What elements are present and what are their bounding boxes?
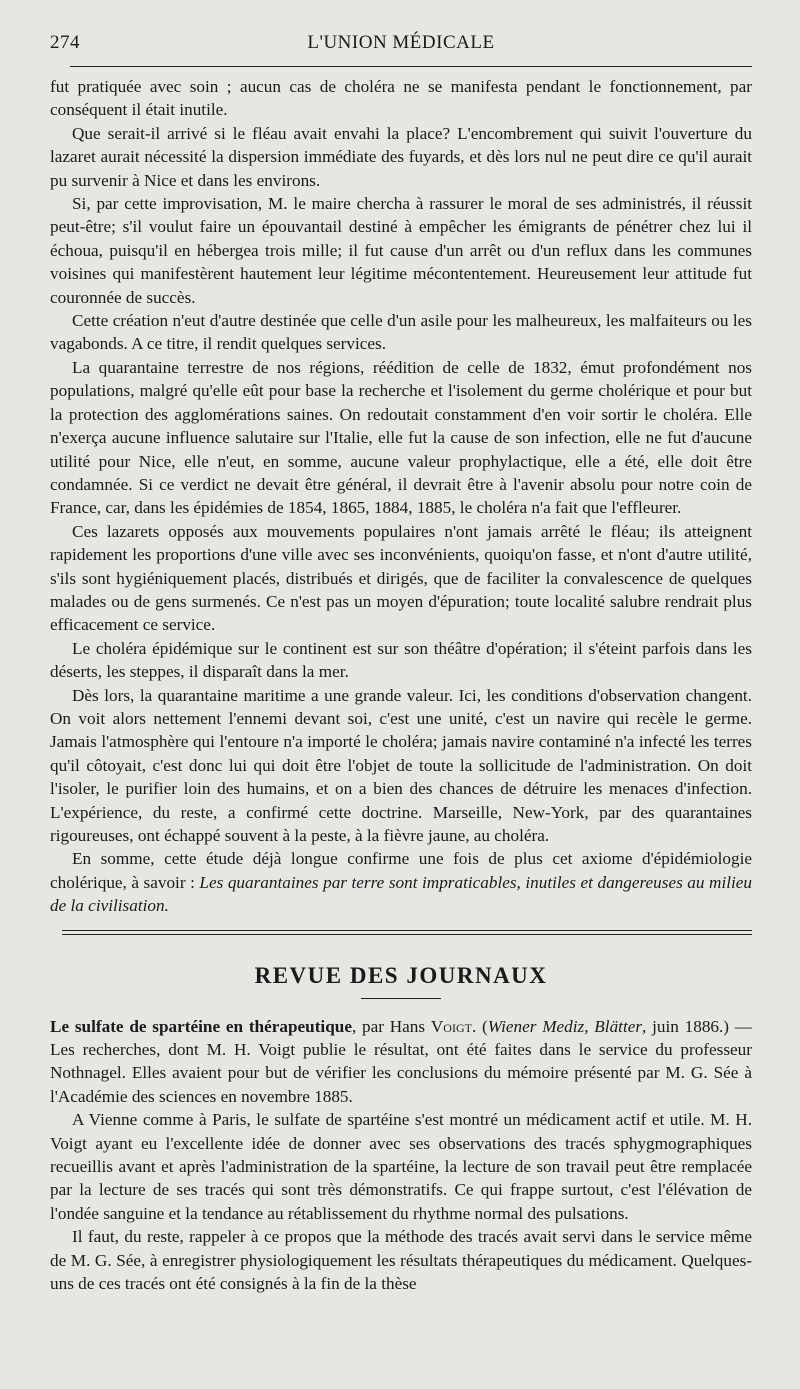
section-divider [62, 930, 752, 935]
conclusion-emphasis: Les quarantaines par terre sont impraticables, inutiles et dangereuses au milieu de la civilisation. [50, 872, 752, 916]
paragraph: A Vienne comme à Paris, le sulfate de spartéine s'est montré un médicament actif et utile. M. H. Voigt ayant eu l'excellente idée de donner avec ses observations des tracés sphygmographiques recueillis avant et après l'administration de la spartéine, la lecture de son travail peut être remplacée par la lecture de ses tracés qui sont très démonstratifs. Ce qui frappe surtout, c'est l'élévation de l'ondée sanguine et la tendance au rétablissement du rhythme normal des pulsations. [50, 1110, 752, 1223]
paragraph: Ces lazarets opposés aux mouvements populaires n'ont jamais arrêté le fléau; ils atteignent rapidement les proportions d'une ville avec ses inconvénients, quoiqu'on fasse, et n'ont d'autre utilité, s'ils sont hygiéniquement placés, distribués et dirigés, que de faciliter la convalescence de quelques malades ou de gens surmenés. Ce n'est pas un moyen d'épuration; toute localité salubre rendrait plus efficacement ce service. [50, 521, 752, 635]
running-head [50, 30, 752, 60]
article [50, 1015, 752, 1296]
main-text [50, 75, 752, 918]
conclusion-paragraph [50, 847, 752, 917]
paragraph: Le choléra épidémique sur le continent est sur son théâtre d'opération; il s'éteint parfois dans les déserts, les steppes, il disparaît dans la mer. [50, 638, 752, 682]
article-author: Voigt [430, 1016, 472, 1036]
journal-title: L'UNION MÉDICALE [307, 32, 495, 53]
article-lead-paragraph [50, 1015, 752, 1109]
section-heading: REVUE DES JOURNAUX [254, 962, 548, 988]
source-open: . ( [471, 1016, 488, 1036]
section-heading-rule [361, 998, 441, 999]
article-source: Wiener Mediz, Blätter [487, 1016, 643, 1036]
paragraph: Cette création n'eut d'autre destinée que celle d'un asile pour les malheureux, les malfaiteurs ou les vagabonds. A ce titre, il rendit quelques services. [50, 311, 752, 354]
paragraph: Il faut, du reste, rappeler à ce propos que la méthode des tracés avait servi dans le service même de M. G. Sée, à enregistrer physiologiquement les résultats thérapeutiques du médicament. Quelques-uns de ces tracés ont été consignés à la fin de la thèse [50, 1227, 752, 1294]
paragraph: Dès lors, la quarantaine maritime a une grande valeur. Ici, les conditions d'observation changent. On voit alors nettement l'ennemi devant soi, c'est une unité, c'est un navire qui recèle le germe. Jamais l'atmosphère qui l'entoure n'a importé le choléra; jamais navire contaminé n'a infecté les terres qu'il côtoyait, c'est donc lui qui doit être l'objet de toute la sollicitude de l'administration. On doit l'isoler, le purifier loin des humains, et on a bien des chances de détruire les menaces d'infection. L'expérience, du reste, a confirmé cette doctrine. Marseille, New-York, par des quarantaines rigoureuses, ont échappé souvent à la peste, à la fièvre jaune, au choléra. [50, 685, 752, 845]
paragraph: fut pratiquée avec soin ; aucun cas de choléra ne se manifesta pendant le fonctionnement, par conséquent il était inutile. [50, 77, 752, 120]
page-number: 274 [50, 32, 80, 53]
paragraph: Si, par cette improvisation, M. le maire chercha à rassurer le moral de ses administrés, il réussit peut-être; s'il voulut faire un épouvantail destiné à empêcher les émigrants de pénétrer chez lui il échoua, puisqu'il en hébergea trois mille; il fut cause d'un arrêt ou d'un reflux dans les communes voisines qui manifestèrent hautement leur légitime mécontentement. Heureusement leur attitude fut couronnée de succès. [50, 194, 752, 307]
article-lead-text: , juin 1886.) — Les recherches, dont M. H. Voigt publie le résultat, ont été faites dans le service du professeur Nothnagel. Elles avaient pour but de vérifier les conclusions du mémoire présenté par M. G. Sée à l'Académie des sciences en novembre 1885. [50, 1016, 752, 1106]
byline-prefix: , par Hans [351, 1016, 431, 1036]
article-title: Le sulfate de spartéine en thérapeutique [50, 1016, 352, 1036]
paragraph: Que serait-il arrivé si le fléau avait envahi la place? L'encombrement qui suivit l'ouverture du lazaret aurait nécessité la dispersion immédiate des fuyards, et dès lors nul ne peut dire ce qu'il aurait pu survenir à Nice et dans les environs. [50, 123, 752, 190]
paragraph: La quarantaine terrestre de nos régions, réédition de celle de 1832, émut profondément nos populations, malgré qu'elle eût pour base la recherche et l'isolement du germe cholérique et pour but la protection des agglomérations saines. On redoutait constamment d'en voir sortir le choléra. Elle n'exerça aucune influence salutaire sur l'Italie, elle fut la cause de son infection, elle ne fut d'aucune utilité pour Nice, elle n'eut, en somme, aucune valeur prophylactique, elle a été, elle doit être condamnée. Si ce verdict ne devait être général, il devrait être à l'avenir absolu pour notre coin de France, car, dans les épidémies de 1854, 1865, 1884, 1885, le choléra n'a fait que l'effleurer. [50, 357, 752, 518]
conclusion-text: En somme, cette étude déjà longue confirme une fois de plus cet axiome d'épidémiologie cholérique, à savoir : [50, 849, 752, 892]
header-rule [70, 66, 752, 67]
